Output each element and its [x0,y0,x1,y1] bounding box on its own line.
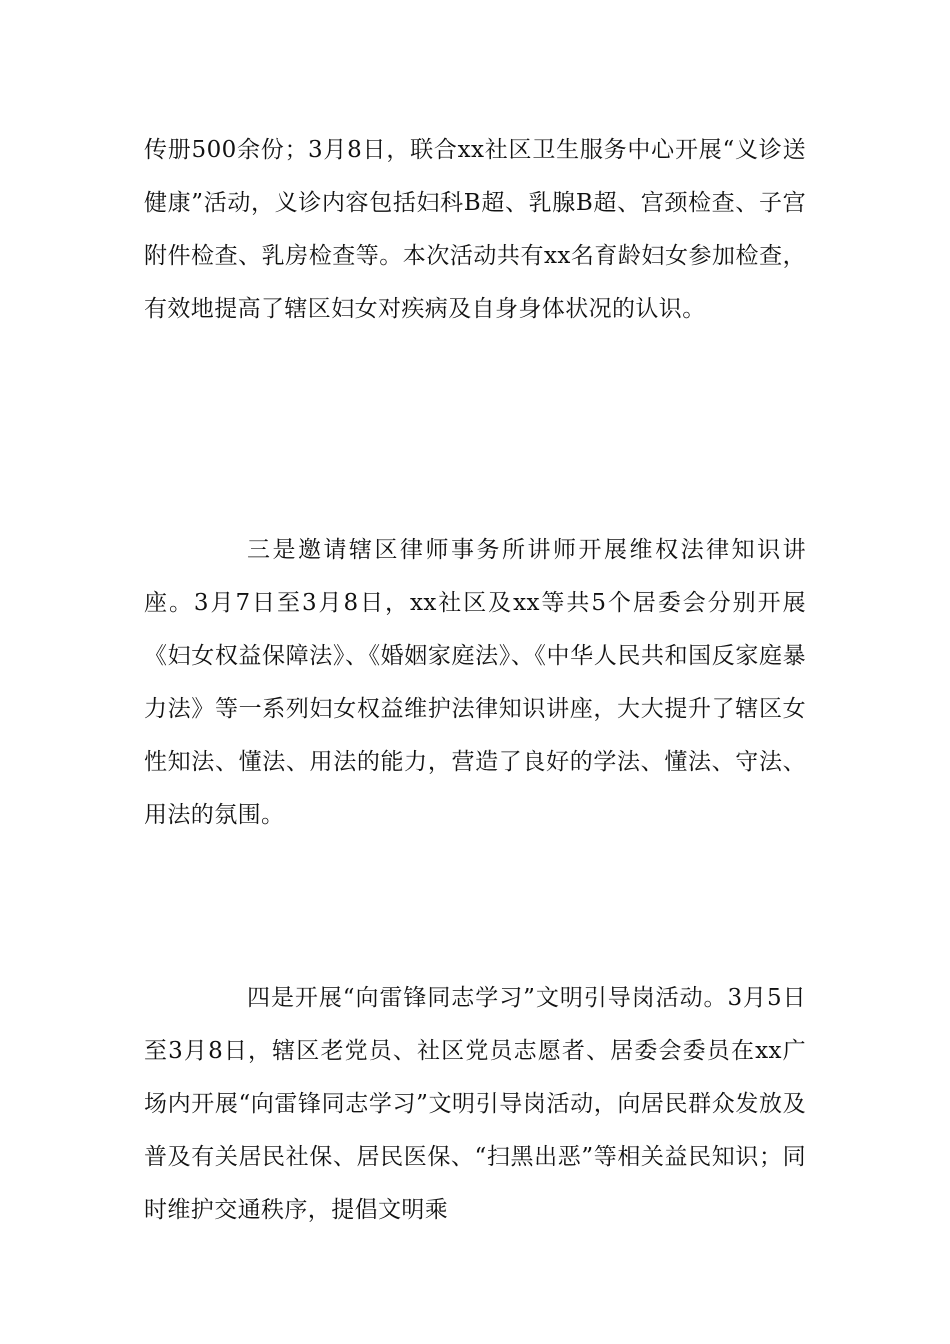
paragraph-legal-lecture: 三是邀请辖区律师事务所讲师开展维权法律知识讲座。3月7日至3月8日，xx社区及xx等共5个居委会分别开展《妇女权益保障法》、《婚姻家庭法》、《中华人民共和国反家庭暴力法》等一系列妇女权益维护法律知识讲座，大大提升了辖区女性知法、懂法、用法的能力，营造了良好的学法、懂法、守法、用法的氛围。 [144,537,806,828]
paragraph-health-clinic: 传册500余份；3月8日，联合xx社区卫生服务中心开展“义诊送健康”活动，义诊内容包括妇科B超、乳腺B超、宫颈检查、子宫附件检查、乳房检查等。本次活动共有xx名育龄妇女参加检查，有效地提高了辖区妇女对疾病及自身身体状况的认识。 [144,137,806,322]
paragraph-volunteer-activity: 四是开展“向雷锋同志学习”文明引导岗活动。3月5日至3月8日，辖区老党员、社区党员志愿者、居委会委员在xx广场内开展“向雷锋同志学习”文明引导岗活动，向居民群众发放及普及有关居民社保、居民医保、“扫黑出恶”等相关益民知识；同时维护交通秩序，提倡文明乘 [144,985,806,1223]
